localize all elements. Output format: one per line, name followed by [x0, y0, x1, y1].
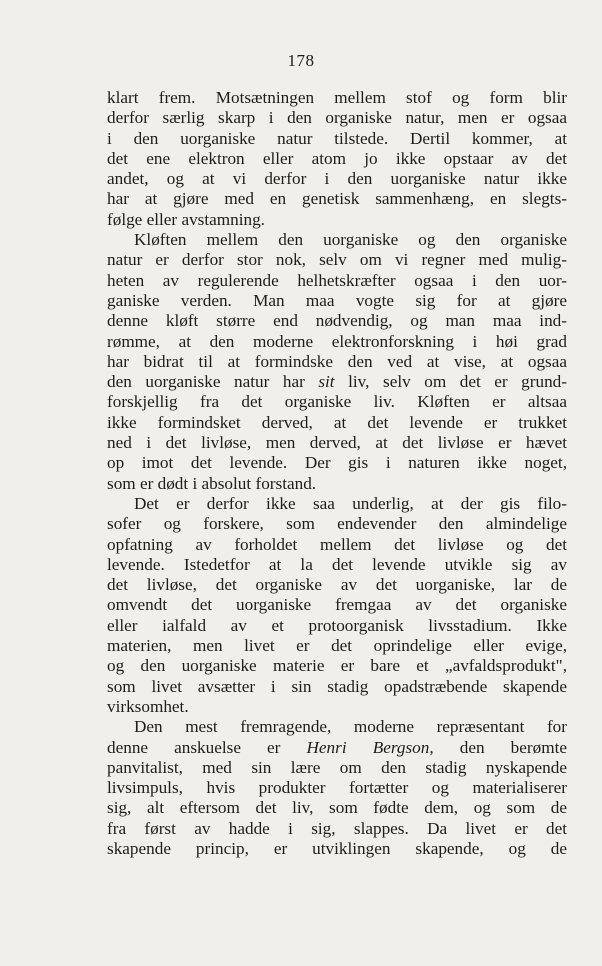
text-line: sofer og forskere, som endevender den almindelige — [107, 514, 567, 534]
text-line: har at gjøre med en genetisk sammenhæng, en slegts- — [107, 189, 567, 209]
text-line: livsimpuls, hvis produkter fortætter og materialiserer — [107, 778, 567, 798]
text-line: natur er derfor stor nok, selv om vi regner med mulig- — [107, 250, 567, 270]
text-line: Kløften mellem den uorganiske og den organiske — [134, 230, 567, 250]
text-line: omvendt det uorganiske fremgaa av det organiske — [107, 595, 567, 615]
text-line: som er dødt i absolut forstand. — [107, 473, 317, 493]
text-line: følge eller avstamning. — [107, 209, 265, 229]
text-line: ganiske verden. Man maa vogte sig for at gjøre — [107, 290, 567, 310]
text-line: det livløse, det organiske av det uorganiske, lar de — [107, 575, 567, 595]
text-line: ikke formindsket derved, at det levende er trukket — [107, 412, 567, 432]
text-line: har bidrat til at formindske den ved at vise, at ogsaa — [107, 351, 567, 371]
text-line: som livet avsætter i sin stadig opadstræbende skapende — [107, 676, 567, 696]
emphasis-word: sit — [318, 372, 335, 392]
text-line: rømme, at den moderne elektronforskning i høi grad — [107, 331, 567, 351]
text-line: klart frem. Motsætningen mellem stof og form blir — [107, 88, 567, 107]
text-line: virksomhet. — [107, 696, 189, 716]
text-line — [107, 372, 567, 392]
text-line: og den uorganiske materie er bare et „avfaldsprodukt", — [107, 656, 567, 676]
text-line: skapende princip, er utviklingen skapende, og de — [107, 838, 567, 858]
text-line: derfor særlig skarp i den organiske natur, men er ogsaa — [107, 108, 567, 128]
text-line: heten av regulerende helhetskræfter ogsaa i den uor- — [107, 270, 567, 290]
text-line: panvitalist, med sin lære om den stadig nyskapende — [107, 757, 567, 777]
text-segment: den berømte — [433, 737, 567, 757]
text-line: eller ialfald av et protoorganisk livsstadium. Ikke — [107, 615, 567, 635]
text-line: opfatning av forholdet mellem det livløse og det — [107, 534, 567, 554]
body-text — [107, 88, 567, 859]
text-segment: denne anskuelse er — [107, 737, 307, 757]
text-line — [107, 738, 567, 758]
text-line: det ene elektron eller atom jo ikke opstaar av det — [107, 148, 567, 168]
text-segment: liv, selv om det er grund- — [334, 372, 567, 392]
text-line: Den mest fremragende, moderne repræsentant for — [134, 717, 567, 737]
text-line: i den uorganiske natur tilstede. Dertil kommer, at — [107, 128, 567, 148]
page-number: 178 — [287, 51, 315, 70]
text-line: andet, og at vi derfor i den uorganiske natur ikke — [107, 169, 567, 189]
text-line: sig, alt eftersom det liv, som fødte dem, og som de — [107, 798, 567, 818]
text-line: materien, men livet er det oprindelige eller evige, — [107, 636, 567, 656]
text-line: ned i det livløse, men derved, at det livløse er hævet — [107, 433, 567, 453]
text-line: Det er derfor ikke saa underlig, at der gis filo- — [134, 493, 567, 513]
text-line: denne kløft større end nødvendig, og man maa ind- — [107, 311, 567, 331]
text-line: forskjellig fra det organiske liv. Kløften er altsaa — [107, 392, 567, 412]
text-segment: den uorganiske natur har — [107, 372, 319, 392]
text-line: fra først av hadde i sig, slappes. Da livet er det — [107, 818, 567, 838]
text-line: levende. Istedetfor at la det levende utvikle sig av — [107, 554, 567, 574]
text-line: op imot det levende. Der gis i naturen ikke noget, — [107, 453, 567, 473]
emphasis-name: Henri Bergson, — [306, 737, 434, 757]
